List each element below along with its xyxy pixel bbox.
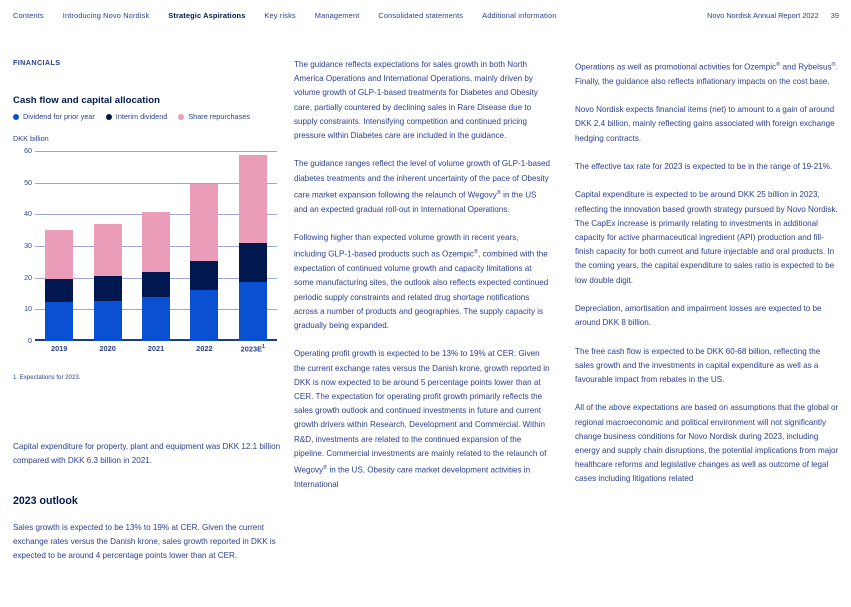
guidance-paragraph: The guidance reflects expectations for sales growth in both North America Operations and International Operations, mainly driven by volume growth of GLP-1-based treatments for Diabetes and Obesity care, partially countered by declining sales in Rare Disease due to supply constraints. Intensifying competition and continued pricing pressure within Diabetes care are included in the guidance. xyxy=(294,60,538,141)
bar-segment xyxy=(94,276,122,301)
legend-entry-2 xyxy=(178,112,250,121)
gridline xyxy=(35,151,277,152)
financial-items-paragraph: Novo Nordisk expects financial items (net) to amount to a gain of around DKK 2.4 billion, mainly reflecting gains associated with foreign exchange hedging contracts. xyxy=(575,105,835,143)
nav-links xyxy=(0,11,576,20)
table-row xyxy=(190,184,218,341)
nav-item-contents[interactable]: Contents xyxy=(13,10,44,20)
operations-paragraph xyxy=(575,58,840,89)
bar-segment xyxy=(190,261,218,290)
x-axis-tick-label: 2020 xyxy=(99,344,116,353)
legend-label: Interim dividend xyxy=(115,112,168,121)
text-part-a: Operations as well as promotional activities for Ozempic xyxy=(575,62,777,72)
left-column xyxy=(13,58,285,381)
x-axis-labels xyxy=(35,344,277,358)
legend-label: Share repurchases xyxy=(188,112,250,121)
y-axis-tick-label: 50 xyxy=(24,178,32,187)
left-column-capex-text xyxy=(13,440,285,468)
report-title: Novo Nordisk Annual Report 2022 xyxy=(707,10,819,20)
legend-dot-icon xyxy=(13,114,19,120)
y-axis-tick-label: 10 xyxy=(24,305,32,314)
outlook-heading: 2023 outlook xyxy=(13,495,78,507)
bar-segment xyxy=(142,212,170,272)
text-part-a: Following higher than expected volume growth in recent years, including GLP-1-based products such as Ozempic xyxy=(294,233,519,259)
legend-entry-0 xyxy=(13,112,95,121)
volume-growth-paragraph xyxy=(294,231,552,333)
free-cash-flow-paragraph: The free cash flow is expected to be DKK 60-68 billion, reflecting the sales growth and the investments in capital expenditure as well as a favourable impact from rebates in the US. xyxy=(575,346,821,385)
legend-label: Dividend for prior year xyxy=(23,112,95,121)
text-part-b: and Rybelsus xyxy=(780,62,832,72)
table-row xyxy=(239,155,267,341)
capital-expenditure-paragraph: Capital expenditure is expected to be around DKK 25 billion in 2023, reflecting the innovation based growth strategy pursued by Novo Nordisk. The CapEx increase is primarily relating to investments in additional capacity for active pharmaceutical ingredient (API) production and fill-finish capacity for both current and future injectable and oral products. In the coming years, the capital expenditure to sales ratio is expected to be low double digit. xyxy=(575,190,838,285)
capex-paragraph: Capital expenditure for property, plant and equipment was DKK 12.1 billion compared with DKK 6.3 billion in 2021. xyxy=(13,442,281,466)
text-part-b: , combined with the expectation of continued volume growth and capacity limitations at some manufacturing sites, the outlook also reflects expected continued periodic supply constraints and related drug shortage notifications across a number of products and geographies. The supply capacity is gradually being expanded. xyxy=(294,249,549,330)
left-column-outlook xyxy=(13,495,285,564)
outlook-paragraph: Sales growth is expected to be 13% to 19% at CER. Given the current exchange rates versus the Danish krone, sales growth reported in DKK is expected to be around 4 percentage points lower than at CER. xyxy=(13,523,276,561)
tax-rate-paragraph: The effective tax rate for 2023 is expected to be in the range of 19-21%. xyxy=(575,162,833,172)
assumptions-paragraph: All of the above expectations are based on assumptions that the global or regional macroeconomic and political environment will not significantly change business conditions for Novo Nordisk during 2023, including energy and supply chain disruptions, the potential implications from major healthcare reforms and legislative changes as well as outcome of legal cases including litigations related xyxy=(575,403,839,484)
x-axis-tick-label: 2019 xyxy=(50,344,68,353)
y-axis-unit-label: DKK billion xyxy=(13,134,49,143)
text-part-b: in the US and an expected gradual roll-out in International Operations. xyxy=(294,190,537,214)
right-column xyxy=(575,58,840,487)
chart-legend xyxy=(13,112,285,121)
bar-segment xyxy=(239,243,267,281)
table-row xyxy=(45,230,73,341)
registered-mark: ® xyxy=(496,189,501,196)
x-axis-tick-label: 2021 xyxy=(147,344,165,353)
registered-mark-ozempic: ® xyxy=(776,62,781,68)
chart-plot-area xyxy=(24,147,277,345)
chart-footnote: 1. Expectations for 2023. xyxy=(13,374,81,381)
nav-item-consolidated-statements[interactable]: Consolidated statements xyxy=(378,10,464,20)
bar-segment xyxy=(239,155,267,243)
bar-segment xyxy=(94,301,122,341)
section-kicker: FINANCIALS xyxy=(13,58,61,67)
table-row xyxy=(94,224,122,341)
nav-item-key-risks[interactable]: Key risks xyxy=(264,10,296,20)
bar-segment xyxy=(142,297,170,341)
page-number: 39 xyxy=(830,10,839,20)
guidance-ranges-paragraph xyxy=(294,157,552,217)
text-part-c: . Finally, the guidance also reflects inflationary impacts on the cost base. xyxy=(575,62,838,86)
bar-segment xyxy=(142,272,170,297)
y-axis-tick-label: 40 xyxy=(24,210,32,219)
registered-mark-rybelsus: ® xyxy=(831,62,836,68)
nav-report-info xyxy=(707,11,839,20)
bar-segment xyxy=(94,224,122,276)
legend-dot-icon xyxy=(178,114,184,120)
nav-item-management[interactable]: Management xyxy=(314,10,360,20)
bar-segment xyxy=(239,282,267,341)
operating-profit-paragraph xyxy=(294,347,552,492)
bar-segment xyxy=(45,230,73,279)
nav-item-introducing-novo-nordisk[interactable]: Introducing Novo Nordisk xyxy=(62,10,150,20)
x-axis-tick-label: $2023E^1$ xyxy=(240,344,265,354)
y-axis-tick-label: 60 xyxy=(24,147,32,155)
middle-column xyxy=(294,58,552,492)
legend-dot-icon xyxy=(106,114,112,120)
chart-title: Cash flow and capital allocation xyxy=(13,95,161,106)
text-part-a: Operating profit growth is expected to be 13% to 19% at CER. Given the current exchange rates versus the Danish krone, growth reported in DKK is now expected to be around 5 percentage points lower than at CER. The expectation for operating profit growth primarily reflects the sales growth outlook and continued investments in future and current growth drivers within Research, Development and Commercial. Within R&D, investments are related to the continued expansion of the pipeline. Commercial investments are mainly related to the relaunch of Wegovy xyxy=(294,349,550,475)
nav-item-additional-information[interactable]: Additional information xyxy=(482,10,557,20)
y-axis-tick-label: 30 xyxy=(24,242,32,250)
bar-segment xyxy=(45,279,73,302)
bar-segment xyxy=(45,302,73,341)
legend-entry-1 xyxy=(106,112,168,121)
y-axis-tick-label: 0 xyxy=(28,337,32,345)
nav-item-strategic-aspirations[interactable]: Strategic Aspirations xyxy=(168,10,246,20)
bar-segment xyxy=(190,184,218,261)
cash-flow-bar-chart xyxy=(13,147,285,363)
depreciation-paragraph: Depreciation, amortisation and impairment losses are expected to be around DKK 8 billion. xyxy=(575,304,822,328)
bar-segment xyxy=(190,290,218,341)
registered-mark: ® xyxy=(473,249,479,256)
registered-mark: ® xyxy=(323,465,328,472)
text-part-b: in the US, Obesity care market development activities in International xyxy=(294,465,531,489)
x-axis-tick-label: 2022 xyxy=(196,344,213,353)
text-part-a: The guidance ranges reflect the level of volume growth of GLP-1-based diabetes treatments and the inherent uncertainty of the pace of Obesity care market expansion following the relaunch of Wegovy xyxy=(294,159,550,200)
top-navigation-bar xyxy=(0,0,851,30)
y-axis-tick-label: 20 xyxy=(24,273,32,282)
table-row xyxy=(142,212,170,341)
